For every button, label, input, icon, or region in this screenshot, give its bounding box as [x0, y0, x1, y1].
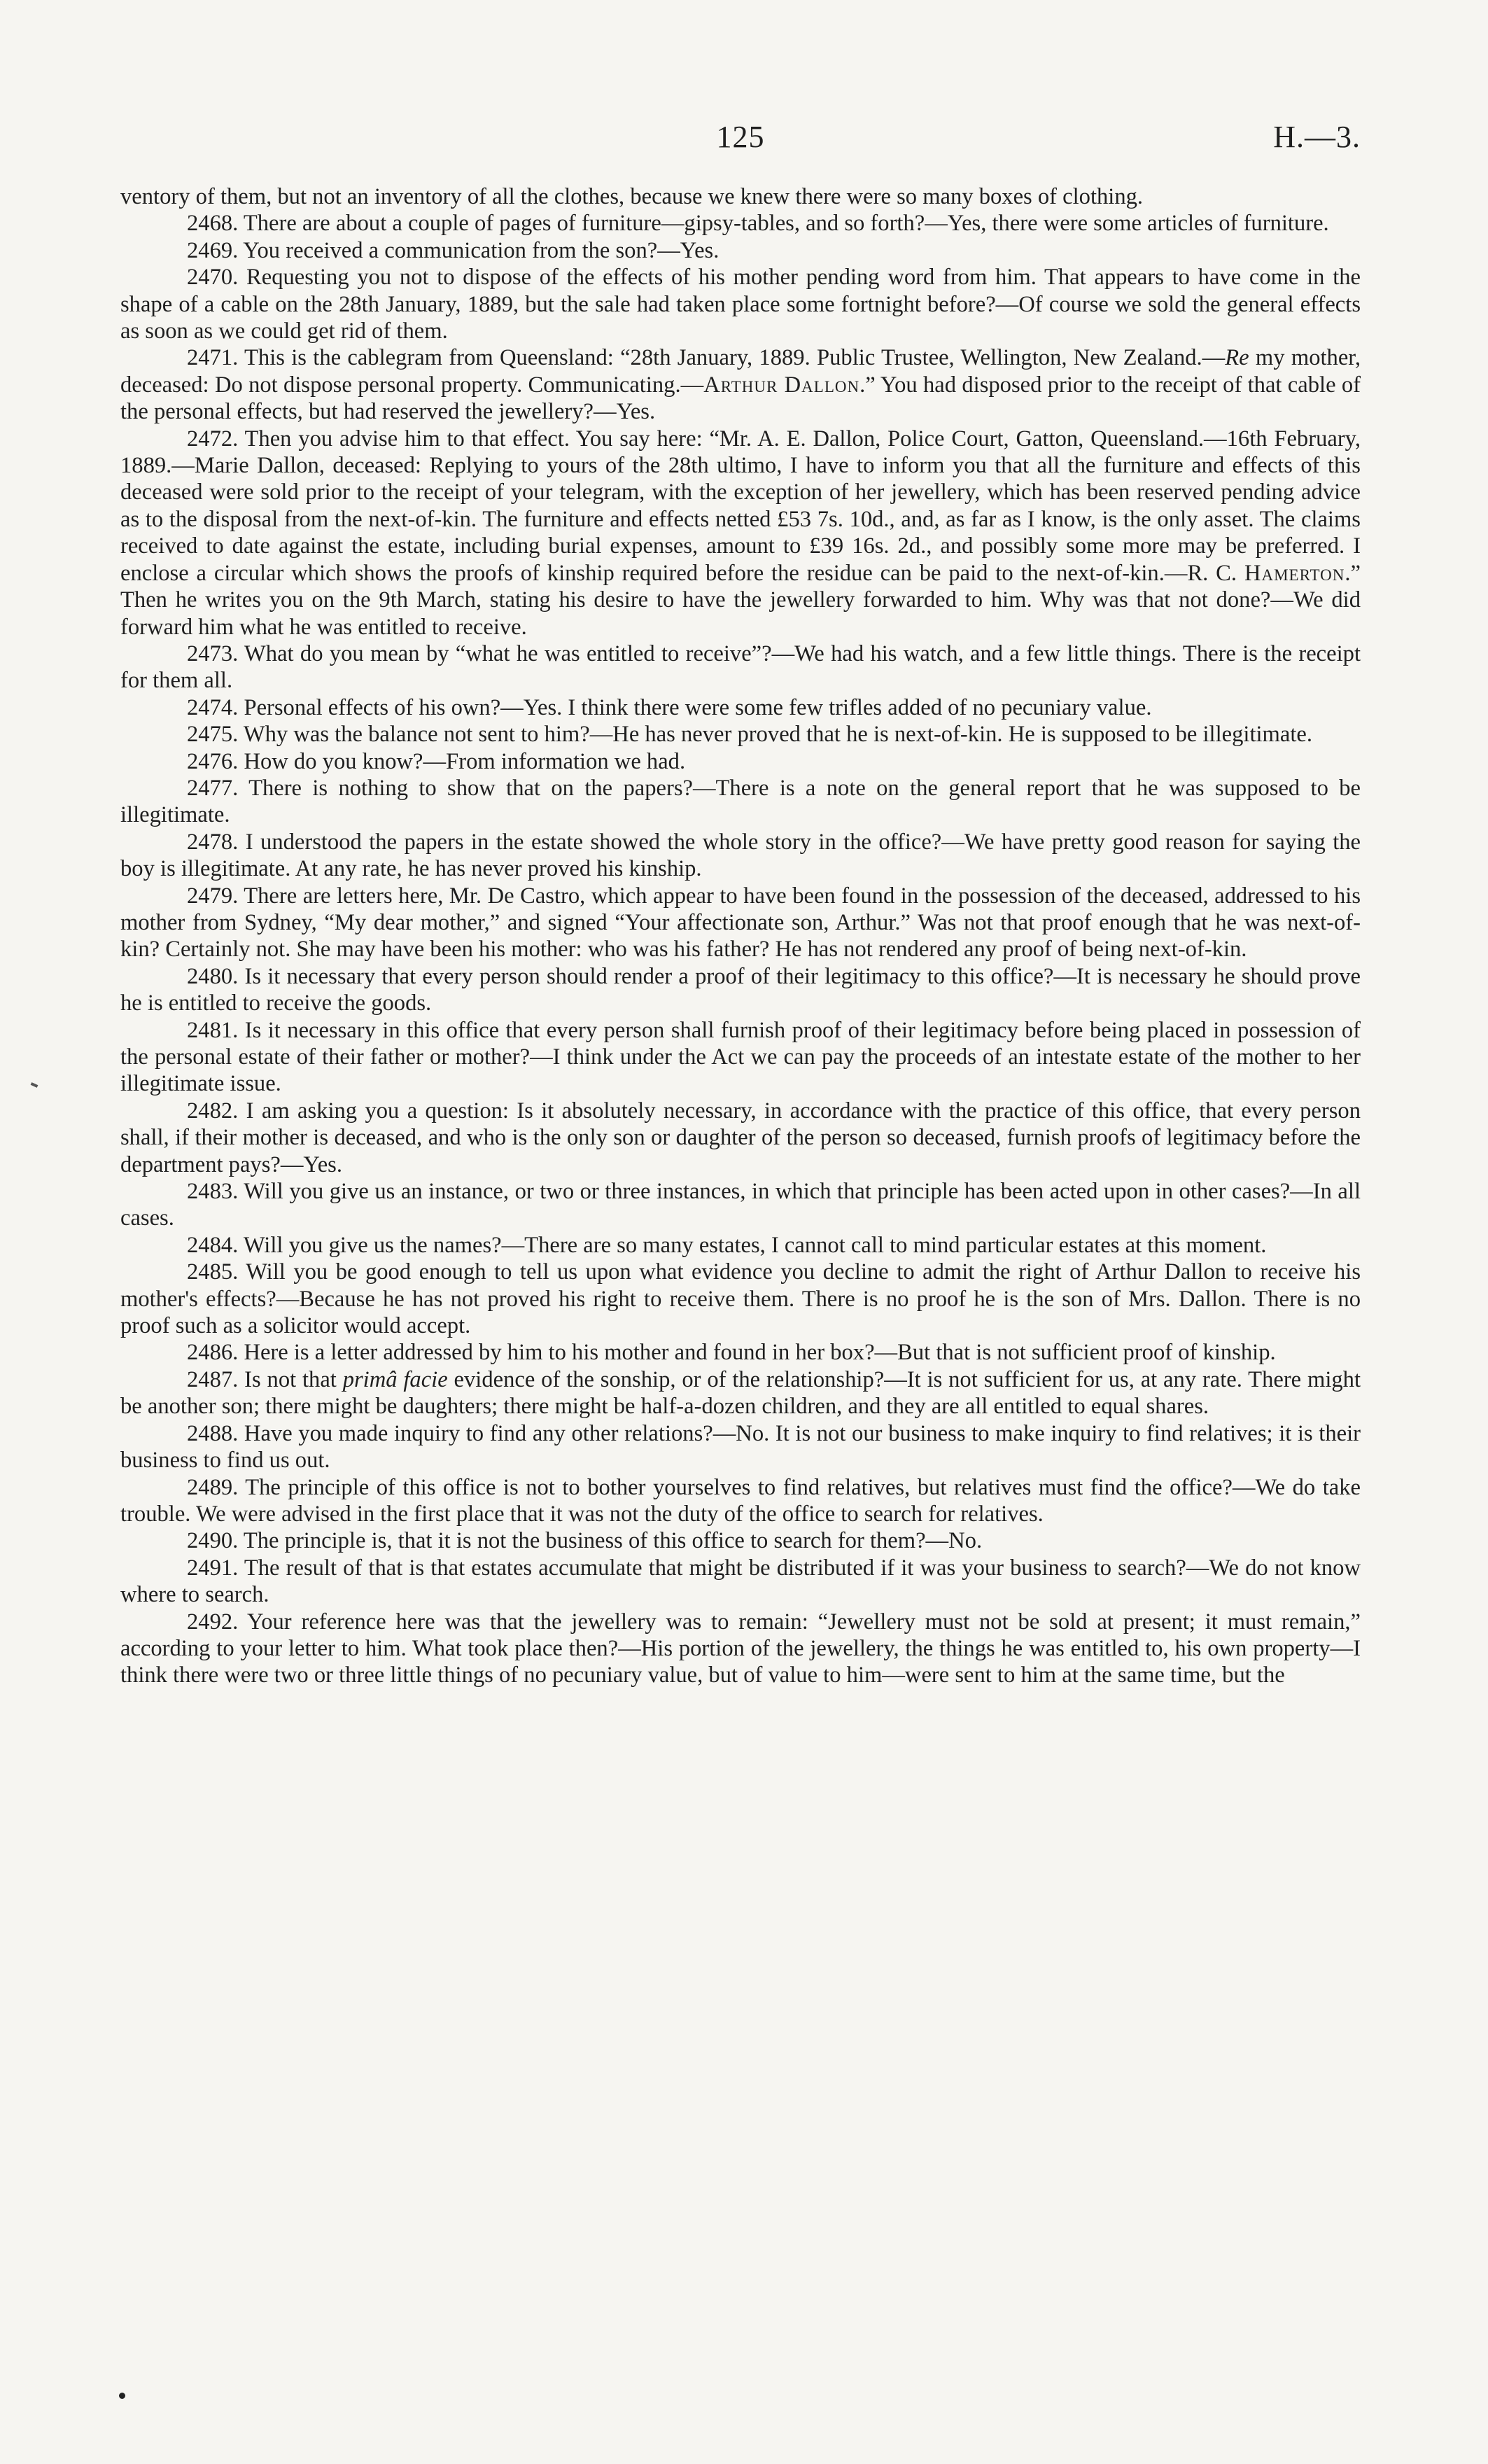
paragraph-2488: 2488. Have you made inquiry to find any other relations?—No. It is not our business to make inquiry to find relatives; it is their business to find us out.	[120, 1420, 1361, 1474]
paragraph-2476: 2476. How do you know?—From information we had.	[187, 748, 686, 774]
paragraph-2473: 2473. What do you mean by “what he was entitled to receive”?—We had his watch, and a few little things. There is the receipt for them all.	[120, 640, 1361, 694]
paragraph-2478: 2478. I understood the papers in the estate showed the whole story in the office?—We have pretty good reason for saying the boy is illegitimate. At any rate, he has never proved his kinship.	[120, 829, 1361, 882]
paragraph-2486: 2486. Here is a letter addressed by him to his mother and found in her box?—But that is not sufficient proof of kinship.	[187, 1340, 1276, 1366]
paragraph-continuation: ventory of them, but not an inventory of all the clothes, because we knew there were so many boxes of clothing.	[120, 184, 1144, 209]
paragraph-2492: 2492. Your reference here was that the jewellery was to remain: “Jewellery must not be sold at present; it must remain,” according to your letter to him. What took place then?—His portion of the jewellery, the things he was entitled to, his own property—I think there were two or three little things of no pecuniary value, but of value to him—were sent to him at the same time, but the	[120, 1609, 1361, 1688]
paragraph-2477: 2477. There is nothing to show that on the papers?—There is a note on the general report that he was supposed to be illegitimate.	[120, 775, 1361, 828]
ink-dot	[119, 2393, 125, 2399]
paragraph-2471	[120, 344, 1361, 425]
paragraph-2487	[120, 1366, 1361, 1420]
paragraph-2485: 2485. Will you be good enough to tell us upon what evidence you decline to admit the right of Arthur Dallon to receive his mother's effects?—Because he has not proved his right to receive them. There is no proof he is the son of Mrs. Dallon. There is no proof such as a solicitor would accept.	[120, 1259, 1361, 1339]
paragraph-2474: 2474. Personal effects of his own?—Yes. I think there were some few trifles added of no pecuniary value.	[187, 694, 1152, 720]
paragraph-2471-signature: Arthur Dallon	[703, 372, 860, 398]
document-reference: H.—3.	[1273, 120, 1361, 154]
paragraph-2489: 2489. The principle of this office is not to bother yourselves to find relatives, but relatives must find the office?—We do take trouble. We were advised in the first place that it was not the duty of the office to search for relatives.	[120, 1474, 1361, 1527]
page-number: 125	[716, 120, 765, 154]
paragraph-2481: 2481. Is it necessary in this office that every person shall furnish proof of their legitimacy before being placed in possession of the personal estate of their father or mother?—I think under the Act we can pay the proceeds of an intestate estate of the mother to her illegitimate issue.	[120, 1017, 1361, 1097]
paragraph-2472	[120, 426, 1361, 640]
paragraph-2487-text-a: 2487. Is not that	[187, 1366, 343, 1392]
paragraph-2483: 2483. Will you give us an instance, or two or three instances, in which that principle has been acted upon in other cases?—In all cases.	[120, 1179, 1361, 1231]
paragraph-2471-text-c: .” You had disposed prior to the receipt of that cable of the personal effects, but had reserved the jewellery?—Yes.	[120, 372, 1361, 425]
paragraph-2472-text-a: 2472. Then you advise him to that effect. You say here: “Mr. A. E. Dallon, Police Court, Gatton, Queensland.—16th February, 1889.—Marie Dallon, deceased: Replying to yours of the 28th ultimo, I have to inform you that all the furniture and effects of this deceased were sold prior to the receipt of your telegram, with the exception of her jewellery, which has been reserved pending advice as to the disposal from the next-of-kin. The furniture and effects netted £53 7s. 10d., and, as far as I know, is the only asset. The claims received to date against the estate, including burial expenses, amount to £39 16s. 2d., and possibly some more may be preferred. I enclose a circular which shows the proofs of kinship required before the residue can be paid to the next-of-kin.—R. C.	[120, 426, 1361, 586]
paragraph-2468: 2468. There are about a couple of pages of furniture—gipsy-tables, and so forth?—Yes, there were some articles of furniture.	[187, 211, 1329, 237]
paragraph-2490: 2490. The principle is, that it is not the business of this office to search for them?—No.	[187, 1528, 983, 1554]
margin-mark	[31, 1082, 38, 1088]
paragraph-2487-text-b: evidence of the sonship, or of the relationship?—It is not sufficient for us, at any rate. There might be another son; there might be daughters; there might be half-a-dozen children, and they are all entitled to equal shares.	[120, 1366, 1361, 1420]
paragraph-2471-text-a: 2471. This is the cablegram from Queensland: “28th January, 1889. Public Trustee, Wellington, New Zealand.—	[187, 345, 1226, 371]
paragraph-2484: 2484. Will you give us the names?—There are so many estates, I cannot call to mind particular estates at this moment.	[187, 1232, 1267, 1258]
paragraph-2472-signature: Hamerton	[1244, 560, 1345, 586]
paragraph-2471-text-b: my mother, deceased: Do not dispose personal property. Communicating.—	[120, 345, 1361, 398]
page-header	[120, 119, 1361, 168]
paragraph-2475: 2475. Why was the balance not sent to him?—He has never proved that he is next-of-kin. He is supposed to be illegitimate.	[187, 722, 1313, 748]
paragraph-2487-italic: primâ facie	[342, 1366, 448, 1392]
paragraph-2479: 2479. There are letters here, Mr. De Castro, which appear to have been found in the possession of the deceased, addressed to his mother from Sydney, “My dear mother,” and signed “Your affectionate son, Arthur.” Was not that proof enough that he was next-of-kin? Certainly not. She may have been his mother: who was his father? He has not rendered any proof of being next-of-kin.	[120, 883, 1361, 962]
paragraph-2480: 2480. Is it necessary that every person should render a proof of their legitimacy to this office?—It is necessary he should prove he is entitled to receive the goods.	[120, 963, 1361, 1016]
paragraph-2471-italic: Re	[1225, 345, 1249, 371]
paragraph-2470: 2470. Requesting you not to dispose of the effects of his mother pending word from him. That appears to have come in the shape of a cable on the 28th January, 1889, but the sale had taken place some fortnight before?—Of course we sold the general effects as soon as we could get rid of them.	[120, 265, 1361, 344]
paragraph-2482: 2482. I am asking you a question: Is it absolutely necessary, in accordance with the practice of this office, that every person shall, if their mother is deceased, and who is the only son or daughter of the person so deceased, furnish proofs of legitimacy before the department pays?—Yes.	[120, 1098, 1361, 1177]
body-text	[120, 183, 1361, 1689]
paragraph-2472-text-b: .” Then he writes you on the 9th March, stating his desire to have the jewellery forwarded to him. Why was that not done?—We did forward him what he was entitled to receive.	[120, 560, 1361, 640]
paragraph-2469: 2469. You received a communication from the son?—Yes.	[187, 237, 720, 263]
paragraph-2491: 2491. The result of that is that estates accumulate that might be distributed if it was your business to search?—We do not know where to search.	[120, 1555, 1361, 1608]
